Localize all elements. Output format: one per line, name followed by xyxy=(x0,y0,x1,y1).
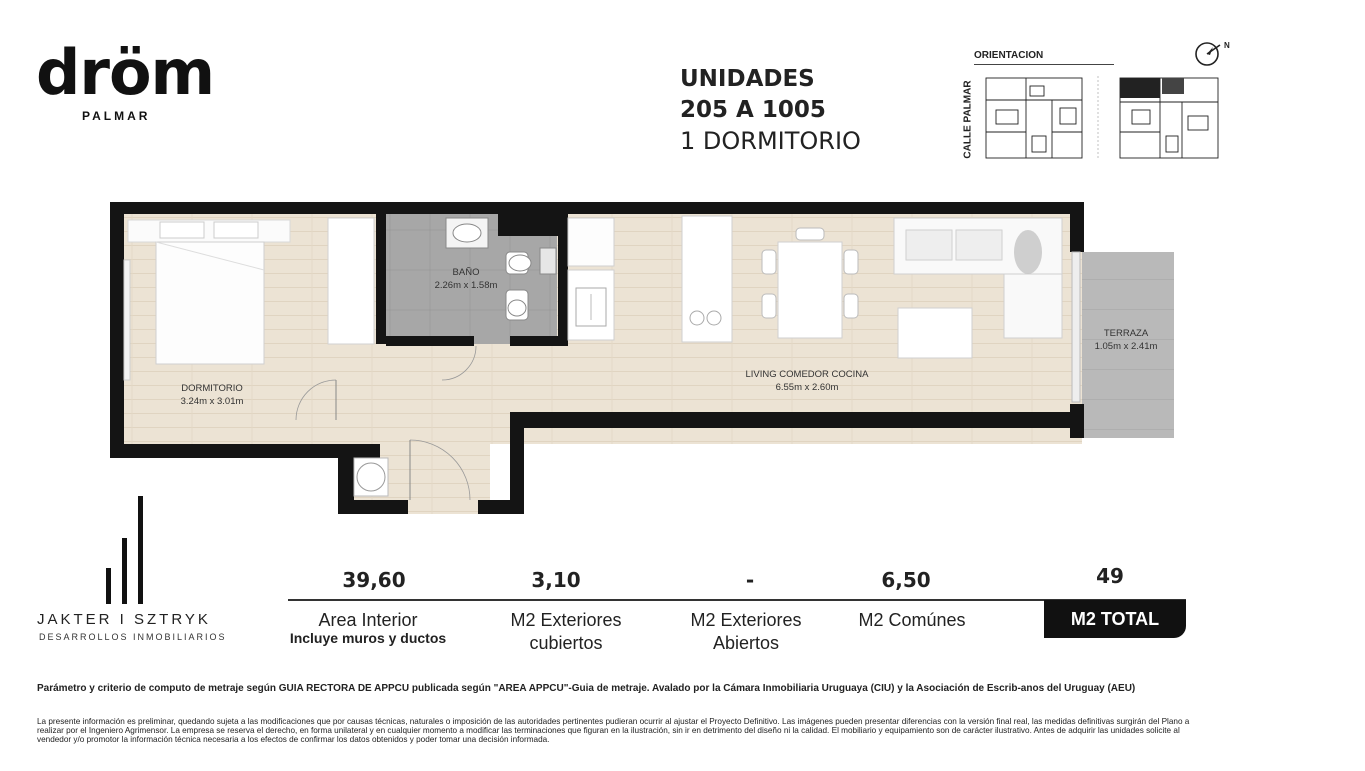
orientation-label: ORIENTACION xyxy=(974,50,1044,61)
terrace-label xyxy=(1078,328,1174,354)
bedroom-count: 1 DORMITORIO xyxy=(680,127,861,155)
metric-total-value: 49 xyxy=(1096,564,1124,588)
developer-logo-bars xyxy=(104,494,148,606)
terrace-name: TERRAZA xyxy=(1103,328,1149,339)
living-dims: 6.55m x 2.60m xyxy=(775,381,839,393)
north-label: N xyxy=(1224,41,1230,50)
brand-logo: dröm xyxy=(36,36,215,109)
metric-ext-cubiertos-value: 3,10 xyxy=(531,568,581,592)
footer-disclaimer: La presente información es preliminar, quedando sujeta a las modificaciones que por causas técnicas, naturales o imposición de las autoridades pertinentes pudieran ocurrir al ajustar el Proyecto Definitivo. Las imágenes pueden presentar diferencias con la versión final real, las medidas definitivas surgirán del Plano a realizar por el Ingeniero Agrimensor. La empresa se reserva el derecho, en forma unilateral y en cualquier momento a modificar las terminaciones que figuran en la ilustración, sin ir en detrimento del diseño ni la calidad. El mobiliario y equipamiento son de carácter ilustrativo. Antes de adquirir las unidades solicite al vendedor y/o promotor la información técnica necesaria a los efectos de confirmar los datos obtenidos y poder tomar una decisión informada. xyxy=(37,717,1190,745)
floor-plan xyxy=(110,190,1195,530)
metric-ext-cubiertos-label2: cubiertos xyxy=(529,633,603,653)
metric-comunes-label: M2 Comúnes xyxy=(858,610,966,630)
metric-ext-abiertos-value: - xyxy=(745,568,755,592)
metric-interior-label: Area Interior xyxy=(318,610,418,630)
key-plan xyxy=(982,76,1240,160)
bath-name: BAÑO xyxy=(452,267,480,278)
metric-comunes-value: 6,50 xyxy=(881,568,931,592)
total-badge: M2 TOTAL xyxy=(1044,600,1186,638)
developer-subtitle: DESARROLLOS INMOBILIARIOS xyxy=(39,632,227,642)
bedroom-dims: 3.24m x 3.01m xyxy=(180,395,244,407)
metric-ext-cubiertos-label1: M2 Exteriores xyxy=(510,610,622,630)
metric-ext-abiertos-label2: Abiertos xyxy=(712,633,780,653)
bath-dims: 2.26m x 1.58m xyxy=(434,279,498,291)
brand-subtitle: PALMAR xyxy=(82,109,151,123)
units-range: 205 A 1005 xyxy=(680,97,826,123)
footer-metering-note: Parámetro y criterio de computo de metraje según GUIA RECTORA DE APPCU publicada según "AREA APPCU"-Guia de metraje. Avalado por la Cámara Inmobiliaria Uruguaya (CIU) y la Asociación de Escrib-anos del Uruguay (AEU) xyxy=(37,683,1136,694)
metric-ext-abiertos-label1: M2 Exteriores xyxy=(690,610,802,630)
bedroom-label xyxy=(152,383,272,409)
bath-label xyxy=(418,267,514,293)
metric-interior-value: 39,60 xyxy=(342,568,406,592)
metric-interior-sub: Incluye muros y ductos xyxy=(289,630,447,646)
orientation-underline xyxy=(974,64,1114,65)
developer-name: JAKTER I SZTRYK xyxy=(37,611,211,628)
compass-icon xyxy=(1194,40,1236,70)
units-title: UNIDADES xyxy=(680,66,815,92)
terrace-dims: 1.05m x 2.41m xyxy=(1094,340,1158,352)
living-label xyxy=(722,369,892,395)
bedroom-name: DORMITORIO xyxy=(181,383,243,394)
street-label: CALLE PALMAR xyxy=(962,80,974,159)
living-name: LIVING COMEDOR COCINA xyxy=(745,369,869,380)
